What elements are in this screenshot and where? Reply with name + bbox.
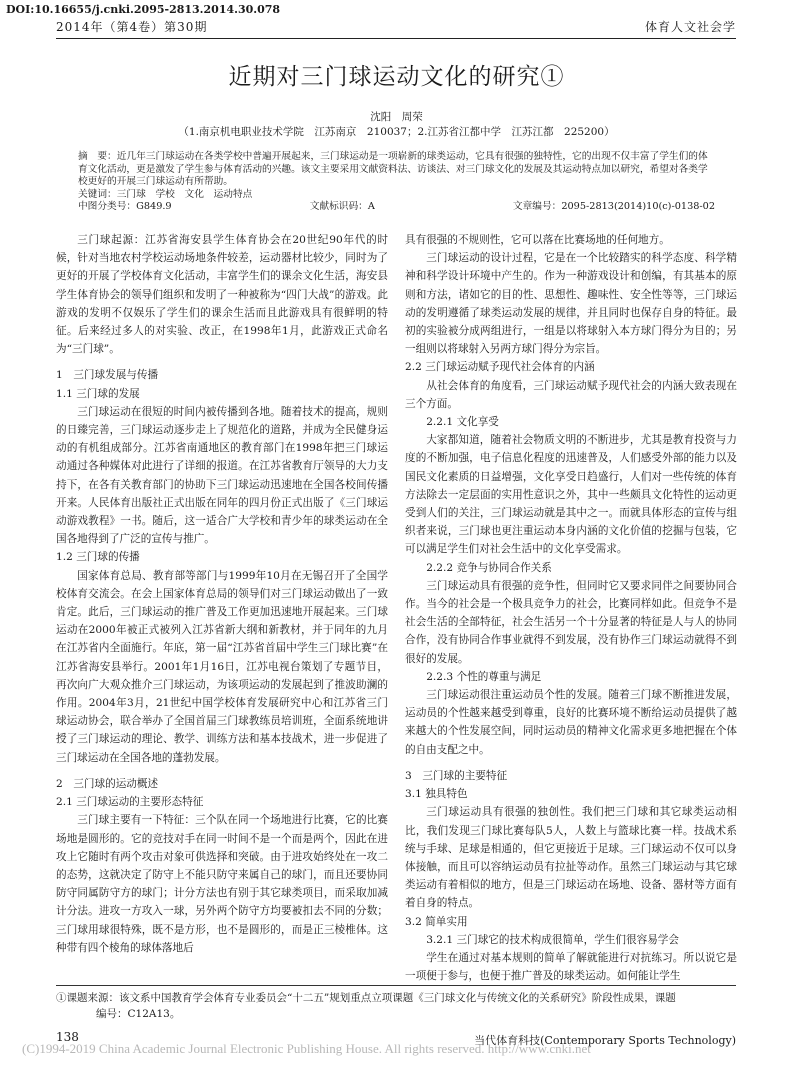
section-heading: 1.1 三门球的发展 (56, 387, 140, 400)
issue-info: 2014年（第4卷）第30期 (56, 20, 208, 34)
section-heading: 3.2 简单实用 (405, 915, 468, 928)
paragraph: 三门球运动具有很强的独创性。我们把三门球和其它球类运动相比，我们发现三门球比赛每队5人，人数上与篮球比赛一样。技战术系统与手球、足球是相通的，但它更接近于足球。三门球运动不仅可以身体接触，而且可以容纳运动员有拉扯等动作。虽然三门球运动与其它球类运动有着相似的地方，但是三门球运动在场地、设备、器材等方面有着自身的特点。 (405, 806, 737, 910)
running-header (56, 18, 736, 39)
page-number: 138 (56, 1030, 79, 1044)
paragraph: 三门球运动具有很强的竞争性，但同时它又要求同伴之间要协同合作。当今的社会是一个极具竞争力的社会，比赛同样如此。但竞争不是社会生活的全部特征，社会生活另一个十分显著的特征是人与人的协同合作，没有协同合作事业就得不到发展，没有协作三门球运动就得不到很好的发展。 (405, 579, 737, 665)
section-heading: 1 三门球发展与传播 (56, 369, 159, 382)
section-heading: 2.2 三门球运动赋予现代社会体育的内涵 (405, 361, 595, 374)
section-heading: 2.1 三门球运动的主要形态特征 (56, 796, 204, 809)
paragraph: 从社会体育的角度看，三门球运动赋予现代社会的内涵大致表现在三个方面。 (405, 379, 737, 410)
section-heading: 2 三门球的运动概述 (56, 777, 159, 790)
footnote-line-1: ①课题来源：该文系中国教育学会体育专业委员会“十二五”规划重点立项课题《三门球文化与传统文化的关系研究》阶段性成果，课题 (56, 992, 676, 1004)
section-heading: 3.2.1 三门球它的技术构成很简单，学生们很容易学会 (426, 933, 679, 946)
footnote-line-2: 编号：C12A13。 (96, 1008, 181, 1020)
paragraph: 三门球运动的设计过程，它是在一个比较踏实的科学态度、科学精神和科学设计环境中产生的。作为一种游戏设计和创编，有其基本的原则和方法，诸如它的目的性、思想性、趣味性、安全性等等，三门球运动的发明遵循了球类运动发展的规律，并且同时也保存自身的特征。最初的实验被分成两组进行，一组是以将球射入本方球门得分为目的；另一组则以将球射入另两方球门得分为宗旨。 (405, 252, 737, 356)
affiliation: （1.南京机电职业技术学院 江苏南京 210037；2.江苏省江都中学 江苏江都 225200） (178, 126, 615, 138)
paragraph: 具有很强的不规则性，它可以落在比赛场地的任何地方。 (405, 234, 670, 246)
right-column (405, 231, 737, 985)
document-code: 文献标识码：A (309, 201, 375, 212)
clc-number: 中图分类号：G849.9 (78, 201, 172, 212)
section-heading: 3.1 独具特色 (405, 788, 468, 801)
left-column (56, 231, 388, 957)
section-heading: 2.2.3 个性的尊重与满足 (426, 670, 542, 683)
classification-row (78, 201, 715, 214)
section-heading: 2.2.1 文化享受 (426, 416, 499, 429)
journal-name: 当代体育科技(Contemporary Sports Technology) (474, 1034, 736, 1047)
section-heading: 2.2.2 竞争与协同合作关系 (426, 561, 552, 574)
section-heading: 1.2 三门球的传播 (56, 551, 140, 564)
abstract-block (78, 151, 715, 214)
paper-title: 近期对三门球运动文化的研究① (228, 64, 565, 90)
article-number: 文章编号：2095-2813(2014)10(c)-0138-02 (512, 201, 715, 212)
paragraph: 三门球主要有一下特征：三个队在同一个场地进行比赛，它的比赛场地是圆形的。它的竞技对手在同一时间不是一个而是两个，因此在进攻上它随时有两个攻击对象可供选择和突破。由于进攻始终处在一攻二的态势，这就决定了防守上不能只防守来属自己的球门，而且还要协同防守同属防守方的球门；计分方法也有别于其它球类项目，而采取加减计分法。进攻一方攻入一球，另外两个防守方均要被扣去不同的分数；三门球用球很特殊，既不是方形，也不是圆形的，而是正三棱椎体。这种带有四个棱角的球体落地后 (56, 814, 388, 954)
paragraph: 三门球运动在很短的时间内被传播到各地。随着技术的提高，规则的日臻完善，三门球运动逐步走上了规范化的道路，并成为全民健身运动的有机组成部分。江苏省南通地区的教育部门在1998年把三门球运动通过各种媒体对此进行了详细的报道。在江苏省教育厅领导的大力支持下，在各有关教育部门的协助下三门球运动迅速地在全国各校间传播开来。人民体育出版社正式出版在同年的四月份正式出版了《三门球运动游戏教程》一书。随后，这一适合广大学校和青少年的球类运动在全国各地得到了广泛的宣传与推广。 (56, 405, 388, 546)
section-heading: 3 三门球的主要特征 (405, 769, 508, 782)
doi-line: DOI:10.16655/j.cnki.2095-2813.2014.30.078 (6, 3, 281, 16)
copyright-watermark: (C)1994-2019 China Academic Journal Electronic Publishing House. All rights reserved. http://www.cnki.net (22, 1041, 591, 1056)
section-name: 体育人文社会学 (644, 20, 736, 34)
paragraph: 三门球运动很注重运动员个性的发展。随着三门球不断推进发展，运动员的个性越来越受到尊重，良好的比赛环境不断给运动员提供了越来越大的个性发展空间，同时运动员的精神文化需求更多地把握在个体的自由支配之中。 (405, 689, 737, 756)
paragraph: 学生在通过对基本规则的简单了解就能进行对抗练习。所以说它是一项便于参与，也便于推广普及的球类运动。如何能让学生 (405, 951, 737, 983)
keywords: 关键词：三门球 学校 文化 运动特点 (78, 188, 253, 200)
authors: 沈阳 周荣 (370, 111, 423, 123)
abstract-text: 摘 要：近几年三门球运动在各类学校中普遍开展起来，三门球运动是一项崭新的球类运动，它具有很强的独特性，它的出现不仅丰富了学生们的体育文化活动，更是激发了学生参与体育活动的兴趣。该文主要采用文献资料法、访谈法、对三门球文化的发展及其运动特点加以研究，希望对各类学校更好的开展三门球运动有所帮助。 (78, 151, 708, 187)
paragraph: 国家体育总局、教育部等部门与1999年10月在无锡召开了全国学校体育交流会。在会上国家体育总局的领导们对三门球运动做出了一致肯定。此后，三门球运动的推广普及工作更加迅速地开展起来。三门球运动在2000年被正式被列入江苏省新大纲和新教材，并于同年的九月在江苏省内全面施行。年底，第一届“江苏省首届中学生三门球比赛”在江苏省海安县举行。2001年1月16日，江苏电视台策划了专题节目，再次向广大观众推介三门球运动，为该项运动的发展起到了推波助澜的作用。2004年3月，21世纪中国学校体育发展研究中心和江苏省三门球运动协会，联合举办了全国首届三门球教练员培训班，全面系统地讲授了三门球运动的理论、教学、训练方法和基本技战术，进一步促进了三门球运动在全国各地的蓬勃发展。 (56, 569, 388, 764)
footnote (56, 985, 736, 1022)
paragraph: 三门球起源：江苏省海安县学生体育协会在20世纪90年代的时候，针对当地农村学校运动场地条件较差，运动器材比较少，同时为了更好的开展了学校体育文化活动，丰富学生们的课余文化生活，海安县学生体育协会的领导们组织和发明了一种被称为“四门大战”的游戏。此游戏的发明不仅娱乐了学生们的课余生活而且此游戏具有很鲜明的特征。后来经过多人的对实验、改正，在1998年1月，此游戏正式命名为“三门球”。 (56, 234, 388, 356)
paragraph: 大家都知道，随着社会物质文明的不断进步，尤其是教育投资与力度的不断加强，电子信息化程度的迅速普及，人们感受外部的能力以及国民文化素质的日益增强，文化享受日趋盛行，人们对一些传统的体育方法除去一定层面的实用性意识之外，其中一些颇具文化特性的运动更受到人们的关注，三门球运动就是其中之一。而就具体形态的宣传与组织者来说，三门球也更注重运动本身内涵的文化价值的挖掘与包装，它可以满足学生们对社会生活中的文化享受需求。 (405, 434, 737, 556)
